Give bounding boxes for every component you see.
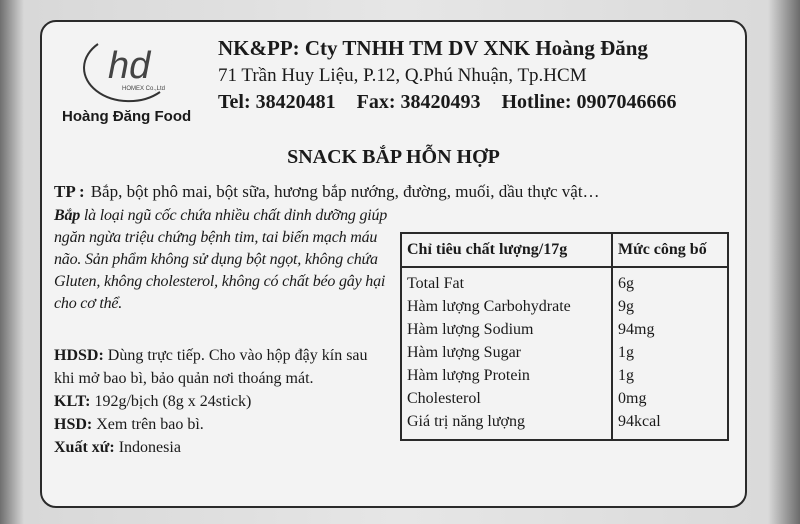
description-bold-word: Bắp — [54, 207, 81, 224]
table-row — [401, 318, 728, 341]
nutrient-name: Cholesterol — [401, 387, 612, 410]
nutrition-table — [400, 232, 729, 441]
nutrient-value: 94mg — [612, 318, 728, 341]
nutrient-name: Hàm lượng Protein — [401, 364, 612, 387]
ingredients-line — [54, 182, 600, 202]
table-row — [401, 410, 728, 440]
usage-info — [54, 344, 384, 459]
product-title: SNACK BẮP HỖN HỢP — [287, 146, 500, 168]
nutrition-header-left: Chỉ tiêu chất lượng/17g — [401, 233, 612, 267]
nutrient-name: Hàm lượng Sugar — [401, 341, 612, 364]
hsd-text: Xem trên bao bì. — [96, 416, 204, 433]
nutrition-header-row — [401, 233, 728, 267]
nutrient-name: Hàm lượng Carbohydrate — [401, 295, 612, 318]
nutrient-value: 6g — [612, 267, 728, 295]
klt-label: KLT: — [54, 393, 91, 410]
product-description — [54, 205, 394, 315]
importer-line: NK&PP: Cty TNHH TM DV XNK Hoàng Đăng — [218, 36, 648, 60]
nutrient-value: 9g — [612, 295, 728, 318]
ingredients-text: Bắp, bột phô mai, bột sữa, hương bắp nướng, đường, muối, dầu thực vật… — [90, 182, 600, 201]
hd-logo-icon — [68, 34, 188, 104]
origin-line — [54, 436, 384, 459]
hotline-text: Hotline: 0907046666 — [501, 91, 677, 113]
klt-text: 192g/bịch (8g x 24stick) — [94, 393, 252, 410]
nutrient-name: Giá trị năng lượng — [401, 410, 612, 440]
origin-text: Indonesia — [118, 439, 181, 456]
table-row — [401, 364, 728, 387]
brand-logo — [56, 34, 206, 124]
description-text: là loại ngũ cốc chứa nhiều chất dinh dưỡng giúp ngăn ngừa triệu chứng bệnh tim, tai biến mạch máu não. Sản phẩm không sử dụng bột ngọt, không chứa Gluten, không cholesterol, không có chất béo gây hại cho cơ thể. — [54, 207, 388, 312]
hdsd-text: Dùng trực tiếp. Cho vào hộp đậy kín sau khi mở bao bì, bảo quản nơi thoáng mát. — [54, 347, 368, 387]
tel-text: Tel: 38420481 — [218, 91, 336, 113]
table-row — [401, 387, 728, 410]
nutrient-value: 0mg — [612, 387, 728, 410]
nutrient-value: 1g — [612, 341, 728, 364]
nutrition-header-right: Mức công bố — [612, 233, 728, 267]
table-row — [401, 341, 728, 364]
contact-line — [218, 91, 693, 114]
hdsd-label: HDSD: — [54, 347, 104, 364]
company-address: 71 Trần Huy Liệu, P.12, Q.Phú Nhuận, Tp.HCM — [218, 65, 587, 86]
fax-text: Fax: 38420493 — [356, 91, 481, 113]
logo-letters: hd — [108, 45, 151, 87]
nutrient-value: 1g — [612, 364, 728, 387]
origin-label: Xuất xứ: — [54, 439, 115, 456]
table-row — [401, 267, 728, 295]
nutrient-name: Total Fat — [401, 267, 612, 295]
nutrient-value: 94kcal — [612, 410, 728, 440]
hsd-label: HSD: — [54, 416, 93, 433]
logo-small-text: HOMEX Co.,Ltd — [122, 86, 166, 92]
klt-line — [54, 390, 384, 413]
hdsd-line — [54, 344, 384, 390]
company-info — [218, 36, 693, 114]
hsd-line — [54, 413, 384, 436]
nutrient-name: Hàm lượng Sodium — [401, 318, 612, 341]
product-label — [40, 20, 747, 508]
logo-name: Hoàng Đăng Food — [62, 108, 192, 125]
table-row — [401, 295, 728, 318]
ingredients-label: TP : — [54, 182, 85, 201]
